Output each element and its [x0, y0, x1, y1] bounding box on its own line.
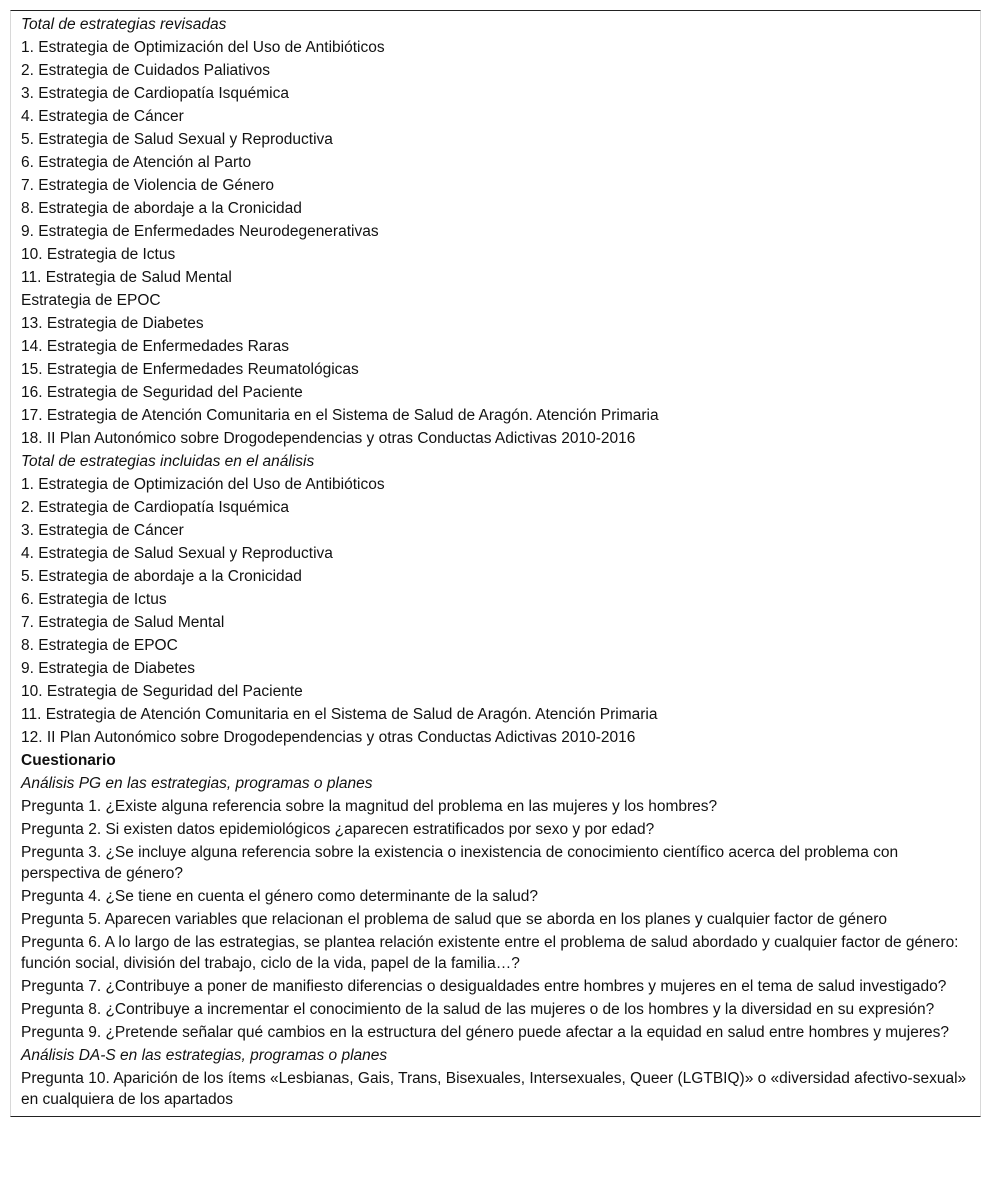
- table-row: Pregunta 9. ¿Pretende señalar qué cambios en la estructura del género puede afectar a la equidad en salud entre hombres y mujeres?: [21, 1024, 949, 1041]
- table-row: 18. II Plan Autonómico sobre Drogodependencias y otras Conductas Adictivas 2010-2016: [21, 430, 636, 447]
- table-body: [11, 13, 980, 1111]
- table-row: 4. Estrategia de Cáncer: [21, 108, 184, 125]
- table-row: Pregunta 8. ¿Contribuye a incrementar el conocimiento de la salud de las mujeres o de los hombres y la diversidad en su expresión?: [21, 1001, 935, 1018]
- table-row: Pregunta 6. A lo largo de las estrategias, se plantea relación existente entre el problema de salud abordado y cualquier factor de género: función social, división del trabajo, ciclo de la vida, papel de la familia…?: [21, 934, 959, 972]
- table-row: 6. Estrategia de Ictus: [21, 591, 167, 608]
- table-row: 6. Estrategia de Atención al Parto: [21, 154, 252, 171]
- strategies-table: [10, 10, 981, 1117]
- section-heading: Total de estrategias incluidas en el análisis: [21, 453, 315, 470]
- table-row: 11. Estrategia de Atención Comunitaria en el Sistema de Salud de Aragón. Atención Primaria: [21, 706, 658, 723]
- table-row: 7. Estrategia de Violencia de Género: [21, 177, 275, 194]
- table-row: Pregunta 4. ¿Se tiene en cuenta el género como determinante de la salud?: [21, 888, 539, 905]
- table-row: 2. Estrategia de Cardiopatía Isquémica: [21, 499, 289, 516]
- table-row: Pregunta 3. ¿Se incluye alguna referencia sobre la existencia o inexistencia de conocimiento científico acerca del problema con perspectiva de género?: [21, 844, 899, 882]
- table-row: 3. Estrategia de Cardiopatía Isquémica: [21, 85, 289, 102]
- table-row: 4. Estrategia de Salud Sexual y Reproductiva: [21, 545, 333, 562]
- table-row: Pregunta 2. Si existen datos epidemiológicos ¿aparecen estratificados por sexo y por edad?: [21, 821, 655, 838]
- table-row: Pregunta 1. ¿Existe alguna referencia sobre la magnitud del problema en las mujeres y los hombres?: [21, 798, 718, 815]
- table-row: 3. Estrategia de Cáncer: [21, 522, 184, 539]
- table-row: 5. Estrategia de Salud Sexual y Reproductiva: [21, 131, 333, 148]
- section-heading: Total de estrategias revisadas: [21, 16, 227, 33]
- table-row: 8. Estrategia de abordaje a la Cronicidad: [21, 200, 302, 217]
- table-row: 15. Estrategia de Enfermedades Reumatológicas: [21, 361, 359, 378]
- table-row: Pregunta 10. Aparición de los ítems «Lesbianas, Gais, Trans, Bisexuales, Intersexuales, Queer (LGTBIQ)» o «diversidad afectivo-sexual» en cualquiera de los apartados: [21, 1070, 967, 1108]
- table-row: 17. Estrategia de Atención Comunitaria en el Sistema de Salud de Aragón. Atención Primaria: [21, 407, 659, 424]
- table-row: 10. Estrategia de Ictus: [21, 246, 176, 263]
- table-row: 12. II Plan Autonómico sobre Drogodependencias y otras Conductas Adictivas 2010-2016: [21, 729, 636, 746]
- table-row: 2. Estrategia de Cuidados Paliativos: [21, 62, 271, 79]
- table-row: 13. Estrategia de Diabetes: [21, 315, 204, 332]
- table-row: Estrategia de EPOC: [21, 292, 161, 309]
- table-heading: Cuestionario: [21, 752, 116, 769]
- section-heading: Análisis PG en las estrategias, programas o planes: [21, 775, 373, 792]
- table-row: 8. Estrategia de EPOC: [21, 637, 178, 654]
- table-row: 10. Estrategia de Seguridad del Paciente: [21, 683, 303, 700]
- table-row: 1. Estrategia de Optimización del Uso de Antibióticos: [21, 39, 385, 56]
- table-row: 9. Estrategia de Enfermedades Neurodegenerativas: [21, 223, 379, 240]
- table-row: 16. Estrategia de Seguridad del Paciente: [21, 384, 303, 401]
- section-heading: Análisis DA-S en las estrategias, programas o planes: [21, 1047, 388, 1064]
- table-row: Pregunta 5. Aparecen variables que relacionan el problema de salud que se aborda en los planes y cualquier factor de género: [21, 911, 887, 928]
- table-row: 9. Estrategia de Diabetes: [21, 660, 196, 677]
- table-row: 5. Estrategia de abordaje a la Cronicidad: [21, 568, 302, 585]
- table-row: 7. Estrategia de Salud Mental: [21, 614, 225, 631]
- table-row: 1. Estrategia de Optimización del Uso de Antibióticos: [21, 476, 385, 493]
- table-row: Pregunta 7. ¿Contribuye a poner de manifiesto diferencias o desigualdades entre hombres y mujeres en el tema de salud investigado?: [21, 978, 947, 995]
- table-row: 14. Estrategia de Enfermedades Raras: [21, 338, 289, 355]
- table-row: 11. Estrategia de Salud Mental: [21, 269, 232, 286]
